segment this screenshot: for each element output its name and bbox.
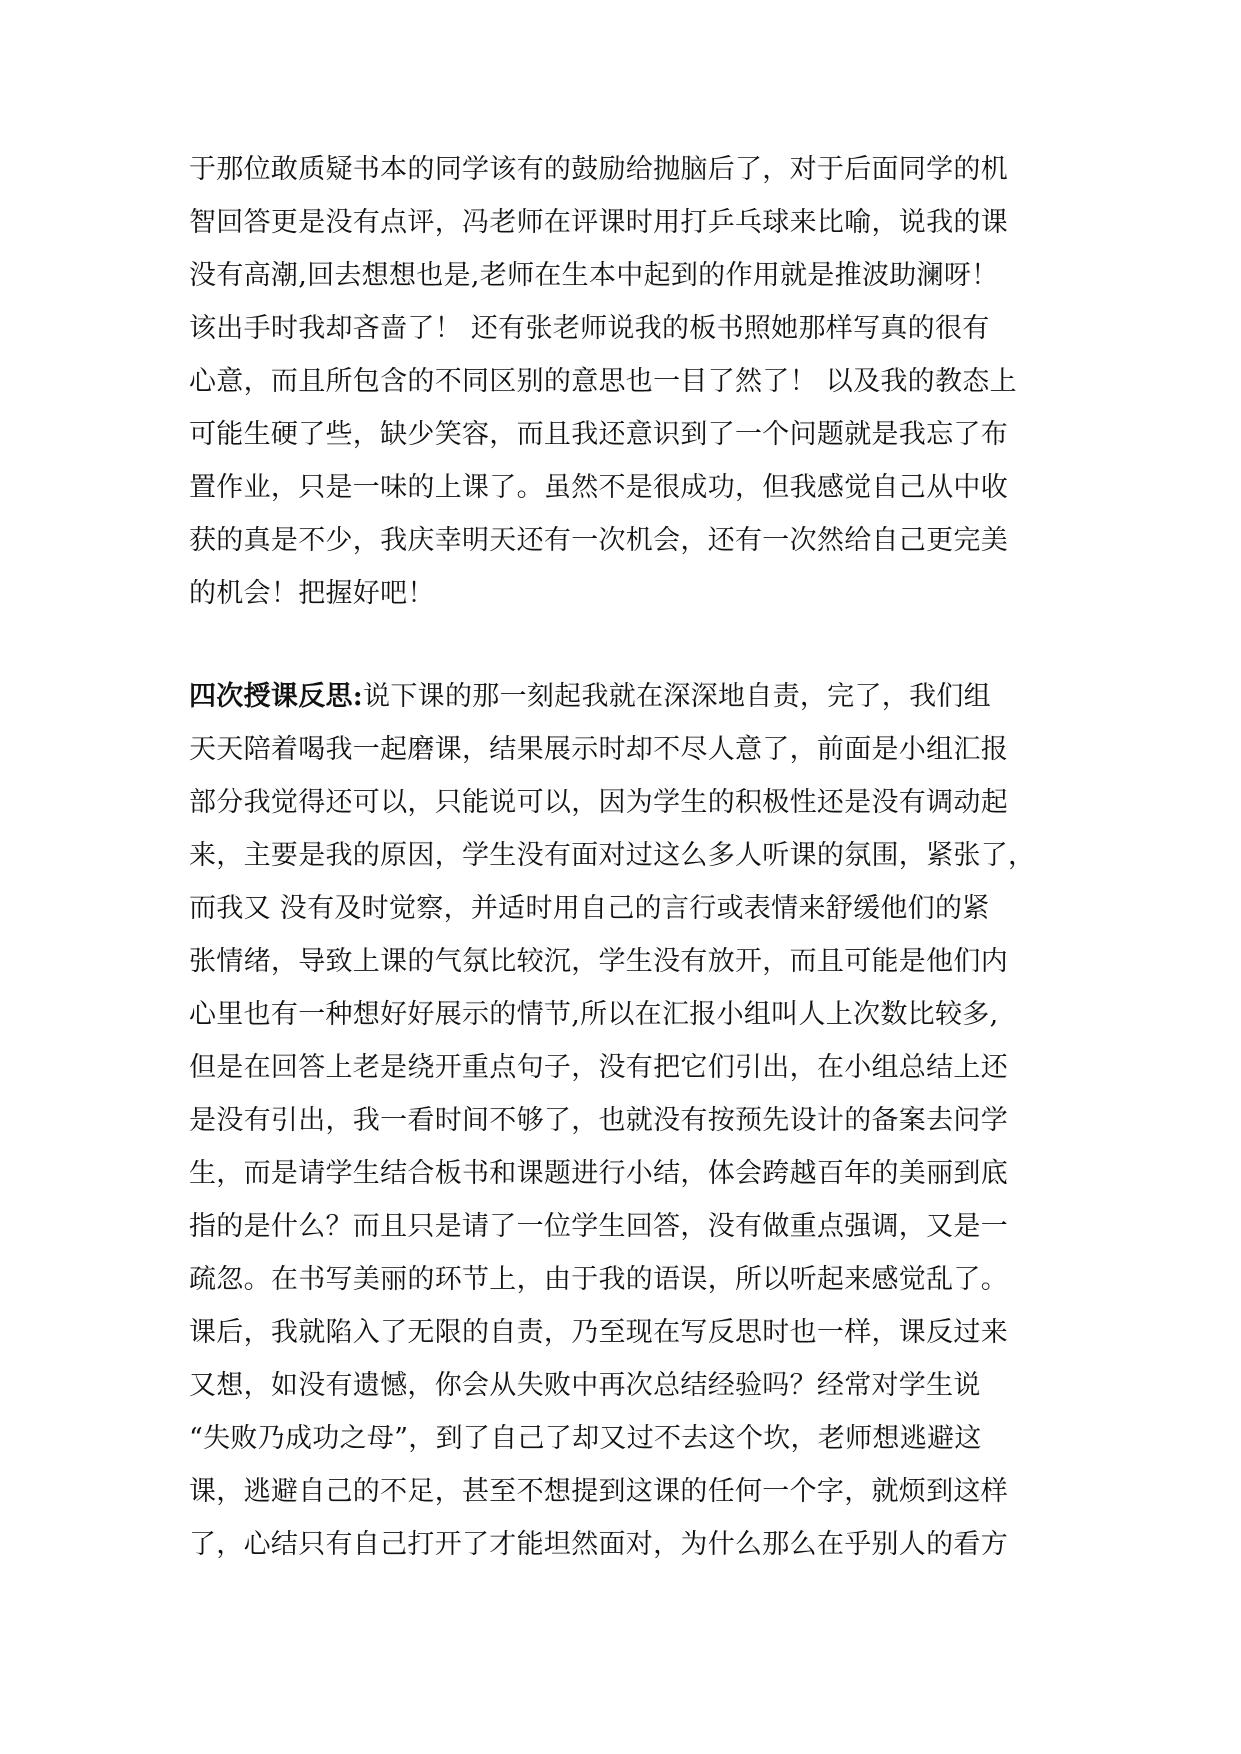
paragraph-line: 获的真是不少，我庆幸明天还有一次机会，还有一次然给自己更完美: [189, 525, 1008, 556]
paragraph-line: 指的是什么？而且只是请了一位学生回答，没有做重点强调，又是一: [189, 1211, 1008, 1242]
paragraph-line: 部分我觉得还可以，只能说可以，因为学生的积极性还是没有调动起: [189, 787, 1008, 818]
paragraph-line: 又想，如没有遗憾，你会从失败中再次总结经验吗？经常对学生说: [189, 1370, 981, 1401]
paragraph-line: 是没有引出，我一看时间不够了，也就没有按预先设计的备案去问学: [189, 1105, 1008, 1136]
paragraph-line: 生，而是请学生结合板书和课题进行小结，体会跨越百年的美丽到底: [189, 1158, 1008, 1189]
paragraph-line: 的机会！把握好吧！: [189, 578, 435, 609]
paragraph-line: 心意，而且所包含的不同区别的意思也一目了然了！ 以及我的教态上: [189, 366, 1017, 397]
section-heading: 四次授课反思:: [189, 681, 364, 712]
paragraph-first-line: [189, 670, 1059, 723]
paragraph-line: 张情绪，导致上课的气氛比较沉，学生没有放开，而且可能是他们内: [189, 946, 1008, 977]
paragraph-line: 可能生硬了些，缺少笑容，而且我还意识到了一个问题就是我忘了布: [189, 419, 1008, 450]
paragraph-line-text: 说下课的那一刻起我就在深深地自责，完了，我们组: [363, 681, 991, 712]
paragraph-line: 心里也有一种想好好展示的情节,所以在汇报小组叫人上次数比较多,: [189, 999, 999, 1030]
paragraph-line: 而我又 没有及时觉察，并适时用自己的言行或表情来舒缓他们的紧: [189, 893, 990, 924]
paragraph-1: [189, 143, 1059, 620]
paragraph-line: 智回答更是没有点评，冯老师在评课时用打乒乓球来比喻，说我的课: [189, 207, 1008, 238]
paragraph-line: 于那位敢质疑书本的同学该有的鼓励给抛脑后了，对于后面同学的机: [189, 154, 1008, 185]
paragraph-line: 课后，我就陷入了无限的自责，乃至现在写反思时也一样，课反过来: [189, 1317, 1008, 1348]
paragraph-line: 课，逃避自己的不足，甚至不想提到这课的任何一个字，就烦到这样: [189, 1476, 1008, 1507]
paragraph-line: 置作业，只是一味的上课了。虽然不是很成功，但我感觉自己从中收: [189, 472, 1008, 503]
paragraph-line: 了，心结只有自己打开了才能坦然面对，为什么那么在乎别人的看方: [189, 1529, 1008, 1560]
paragraph-line: 来，主要是我的原因，学生没有面对过这么多人听课的氛围，紧张了，: [189, 840, 1036, 871]
paragraph-line: 该出手时我却吝啬了！ 还有张老师说我的板书照她那样写真的很有: [189, 313, 990, 344]
paragraph-2: [189, 670, 1059, 1571]
paragraph-line: 但是在回答上老是绕开重点句子，没有把它们引出，在小组总结上还: [189, 1052, 1008, 1083]
paragraph-line: “失败乃成功之母”，到了自己了却又过不去这个坎，老师想逃避这: [189, 1423, 982, 1454]
paragraph-line: 疏忽。在书写美丽的环节上，由于我的语误，所以听起来感觉乱了。: [189, 1264, 1008, 1295]
paragraph-line: 天天陪着喝我一起磨课，结果展示时却不尽人意了，前面是小组汇报: [189, 734, 1008, 765]
paragraph-line: 没有高潮,回去想想也是,老师在生本中起到的作用就是推波助澜呀！: [189, 260, 999, 291]
